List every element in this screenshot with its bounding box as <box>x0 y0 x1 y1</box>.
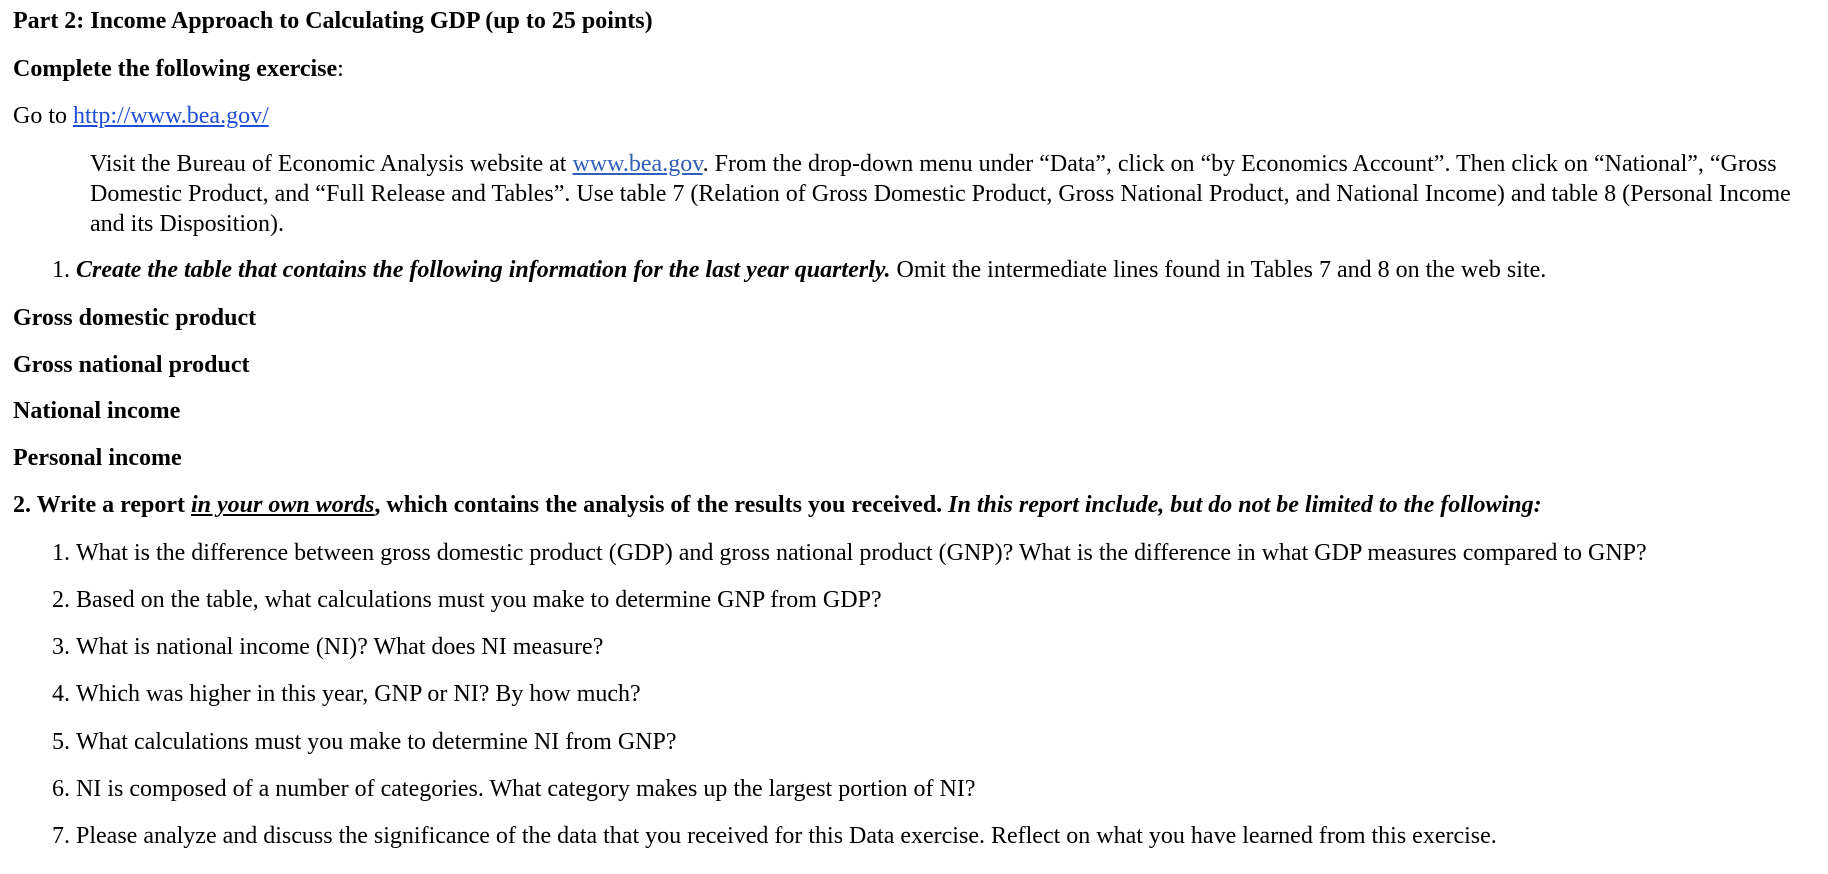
question-text: NI is composed of a number of categories. What category makes up the largest portion of NI? <box>76 776 976 802</box>
write-report-middle: , which contains the analysis of the results you received. <box>374 492 949 518</box>
own-words-emphasis: in your own words <box>190 492 375 518</box>
bea-gov-link[interactable]: http://www.bea.gov/ <box>73 103 269 129</box>
report-include-emphasis: In this report include, but do not be limited to the following: <box>948 492 1542 518</box>
list-marker: 1. <box>52 540 70 566</box>
write-report-prefix: 2. Write a report <box>13 492 191 518</box>
table-item-gdp: Gross domestic product <box>13 305 257 331</box>
table-item-pi: Personal income <box>13 445 182 471</box>
question-text: Which was higher in this year, GNP or NI? By how much? <box>76 681 641 707</box>
question-text: Based on the table, what calculations must you make to determine GNP from GDP? <box>76 587 882 613</box>
visit-text-before: Visit the Bureau of Economic Analysis website at <box>90 151 573 177</box>
list-marker: 5. <box>52 729 70 755</box>
question-item <box>52 774 976 804</box>
create-table-item <box>52 255 1546 285</box>
write-report-item <box>13 490 1542 520</box>
question-text: What is national income (NI)? What does NI measure? <box>76 634 604 660</box>
goto-line <box>13 101 269 131</box>
question-item <box>52 679 641 709</box>
complete-colon: : <box>337 56 344 82</box>
create-table-emphasis: Create the table that contains the following information for the last year quarterly. <box>76 257 891 283</box>
table-item-gnp: Gross national product <box>13 352 250 378</box>
list-marker: 3. <box>52 634 70 660</box>
list-marker: 4. <box>52 681 70 707</box>
create-table-rest: Omit the intermediate lines found in Tables 7 and 8 on the web site. <box>890 257 1547 283</box>
question-text: What is the difference between gross domestic product (GDP) and gross national product (GNP)? What is the difference in what GDP measures compared to GNP? <box>76 540 1647 566</box>
bea-website-link[interactable]: www.bea.gov <box>572 151 703 177</box>
goto-prefix: Go to <box>13 103 73 129</box>
table-item-ni: National income <box>13 398 181 424</box>
question-item <box>52 585 882 615</box>
visit-text-after: . From the drop-down menu under “Data”, click on “by Economics Account”. Then click on “National”, “Gross Domestic Product, and “Full Release and Tables”. Use table 7 (Relation of Gross Domestic Product, Gross National Product, and National Income) and table 8 (Personal Income and its Disposition). <box>90 151 1791 237</box>
question-item <box>52 821 1497 851</box>
question-text: Please analyze and discuss the significance of the data that you received for this Data exercise. Reflect on what you have learned from this exercise. <box>76 823 1497 849</box>
list-marker: 7. <box>52 823 70 849</box>
list-marker: 1. <box>52 257 70 283</box>
list-marker: 6. <box>52 776 70 802</box>
question-text: What calculations must you make to determine NI from GNP? <box>76 729 677 755</box>
question-item <box>52 538 1647 568</box>
question-item <box>52 727 677 757</box>
list-marker: 2. <box>52 587 70 613</box>
question-item <box>52 632 603 662</box>
complete-instruction <box>13 54 344 84</box>
visit-paragraph <box>90 149 1820 239</box>
part-title: Part 2: Income Approach to Calculating GDP (up to 25 points) <box>13 8 653 34</box>
complete-label: Complete the following exercise <box>13 56 338 82</box>
